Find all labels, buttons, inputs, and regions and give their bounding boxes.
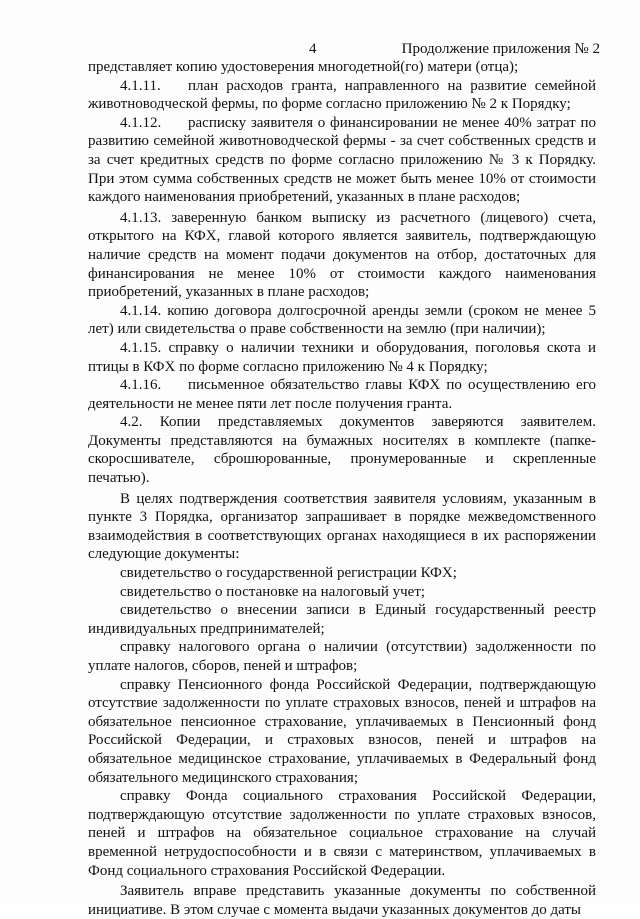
paragraph-4-1-14: 4.1.14. копию договора долгосрочной аренды земли (сроком не менее 5 лет) или свидетельства о праве собственности на землю (при наличии);	[88, 302, 596, 338]
paragraph-4-1-16: 4.1.16. письменное обязательство главы КФХ по осуществлению его деятельности не менее пяти лет после получения гранта.	[88, 377, 596, 412]
clause-number: 4.1.16.	[120, 377, 162, 394]
paragraph-own-initiative: Заявитель вправе представить указанные документы по собственной инициативе. В этом случае с момента выдачи указанных документов до даты	[88, 883, 596, 918]
paragraph-4-1-11: 4.1.11. план расходов гранта, направленного на развитие семейной животноводческой фермы, по форме согласно приложению № 2 к Порядку;	[88, 77, 596, 113]
appendix-header: Продолжение приложения № 2	[401, 41, 600, 57]
paragraph-interagency: В целях подтверждения соответствия заявителя условиям, указанным в пункте 3 Порядка, организатор запрашивает в порядке межведомственного взаимодействия в соответствующих органах находящиеся в их распоряжении следующие документы:	[88, 490, 596, 563]
list-item: свидетельство о государственной регистрации КФХ;	[120, 565, 457, 582]
clause-number: 4.1.12.	[120, 114, 162, 131]
paragraph: представляет копию удостоверения многодетной(го) матери (отца);	[88, 59, 519, 75]
list-item: справку Пенсионного фонда Российской Федерации, подтверждающую отсутствие задолженности по уплате страховых взносов, пеней и штрафов на обязательное пенсионное страхование, уплачиваемых в Пенсионный фонд Российской Федерации, и страховых взносов, пеней и штрафов на обязательное медицинское страхование, уплачиваемых в Федеральный фонд обязательного медицинского страхования;	[88, 676, 596, 786]
paragraph-4-1-15: 4.1.15. справку о наличии техники и оборудования, поголовья скота и птицы в КФХ по форме согласно приложению № 4 к Порядку;	[88, 339, 596, 375]
list-item: справку Фонда социального страхования Российской Федерации, подтверждающую отсутствие задолженности по уплате страховых взносов, пеней и штрафов на обязательное социальное страхование на случай временной нетрудоспособности и в связи с материнством, уплачиваемых в Фонд социального страхования Российской Федерации.	[88, 788, 596, 879]
clause-number: 4.1.11.	[120, 77, 161, 94]
paragraph-4-1-13: 4.1.13. заверенную банком выписку из расчетного (лицевого) счета, открытого на КФХ, главой которого является заявитель, подтверждающую наличие средств на момент подачи документов на отбор, достаточных для финансирования не менее 10% от стоимости каждого наименования приобретений, указанных в плане расходов;	[88, 209, 596, 301]
list-item: справку налогового органа о наличии (отсутствии) задолженности по уплате налогов, сборов, пеней и штрафов;	[88, 639, 596, 674]
paragraph-4-2: 4.2. Копии представляемых документов заверяются заявителем. Документы представляются на бумажных носителях в комплекте (папке-скоросшивателе, сброшюрованные, пронумерованные и скрепленные печатью).	[88, 414, 596, 487]
page-number: 4	[309, 41, 317, 57]
document-body	[88, 58, 596, 919]
list-item: свидетельство о внесении записи в Единый государственный реестр индивидуальных предпринимателей;	[88, 602, 596, 637]
list-item: свидетельство о постановке на налоговый учет;	[120, 583, 426, 600]
paragraph-4-1-12: 4.1.12. расписку заявителя о финансировании не менее 40% затрат по развитию семейной животноводческой фермы - за счет собственных средств и за счет кредитных средств по форме согласно приложению № 3 к Порядку. При этом сумма собственных средств не может быть менее 10% от стоимости каждого наименования приобретений, указанных в плане расходов;	[88, 114, 596, 206]
